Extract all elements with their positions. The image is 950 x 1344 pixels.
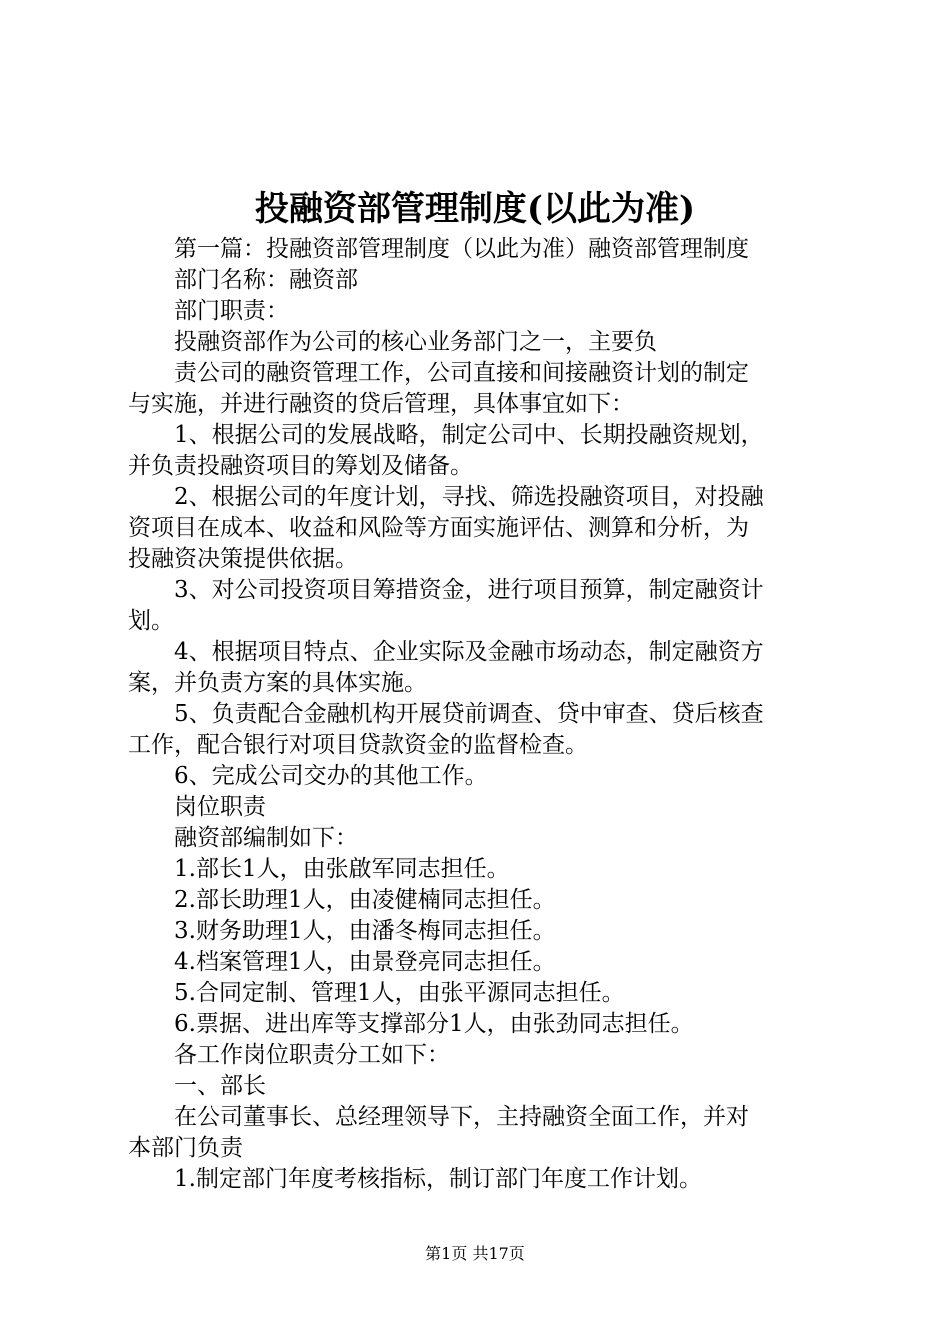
document-title: 投融资部管理制度(以此为准) bbox=[254, 189, 696, 229]
body-line: 3、对公司投资项目筹措资金，进行项目预算，制定融资计 bbox=[128, 577, 764, 603]
body-line: 2、根据公司的年度计划，寻找、筛选投融资项目，对投融 bbox=[128, 484, 764, 510]
body-line: 部门职责： bbox=[128, 298, 289, 324]
body-line: 融资部编制如下： bbox=[128, 825, 358, 851]
body-line: 3.财务助理1人，由潘冬梅同志担任。 bbox=[128, 918, 556, 944]
body-line: 1.部长1人，由张啟军同志担任。 bbox=[128, 856, 510, 882]
body-line: 各工作岗位职责分工如下： bbox=[128, 1042, 450, 1068]
body-line: 在公司董事长、总经理领导下，主持融资全面工作，并对 bbox=[128, 1104, 749, 1130]
body-line: 岗位职责 bbox=[128, 794, 266, 820]
body-line: 部门名称：融资部 bbox=[128, 267, 358, 293]
document-body bbox=[128, 234, 828, 1195]
body-line: 责公司的融资管理工作，公司直接和间接融资计划的制定 bbox=[128, 360, 749, 386]
body-line: 4.档案管理1人，由景登亮同志担任。 bbox=[128, 949, 556, 975]
body-line: 本部门负责 bbox=[128, 1135, 243, 1161]
body-line: 并负责投融资项目的筹划及储备。 bbox=[128, 453, 473, 479]
body-line: 6、完成公司交办的其他工作。 bbox=[128, 763, 488, 789]
body-line: 第一篇：投融资部管理制度（以此为准）融资部管理制度 bbox=[128, 236, 749, 262]
body-line: 4、根据项目特点、企业实际及金融市场动态，制定融资方 bbox=[128, 639, 764, 665]
body-line: 资项目在成本、收益和风险等方面实施评估、测算和分析，为 bbox=[128, 515, 749, 541]
body-line: 划。 bbox=[128, 608, 174, 634]
body-line: 一、部长 bbox=[128, 1073, 266, 1099]
body-line: 6.票据、进出库等支撑部分1人，由张劲同志担任。 bbox=[128, 1011, 694, 1037]
body-line: 5、负责配合金融机构开展贷前调查、贷中审查、贷后核查 bbox=[128, 701, 764, 727]
page-footer: 第1页 共17页 bbox=[425, 1244, 525, 1263]
body-line: 与实施，并进行融资的贷后管理，具体事宜如下： bbox=[128, 391, 634, 417]
body-line: 2.部长助理1人，由凌健楠同志担任。 bbox=[128, 887, 556, 913]
body-line: 5.合同定制、管理1人，由张平源同志担任。 bbox=[128, 980, 625, 1006]
body-line: 投融资决策提供依据。 bbox=[128, 546, 358, 572]
body-line: 1、根据公司的发展战略，制定公司中、长期投融资规划， bbox=[128, 422, 764, 448]
body-line: 投融资部作为公司的核心业务部门之一，主要负 bbox=[128, 329, 657, 355]
body-line: 1.制定部门年度考核指标，制订部门年度工作计划。 bbox=[128, 1166, 702, 1192]
body-line: 工作，配合银行对项目贷款资金的监督检查。 bbox=[128, 732, 588, 758]
body-line: 案，并负责方案的具体实施。 bbox=[128, 670, 427, 696]
